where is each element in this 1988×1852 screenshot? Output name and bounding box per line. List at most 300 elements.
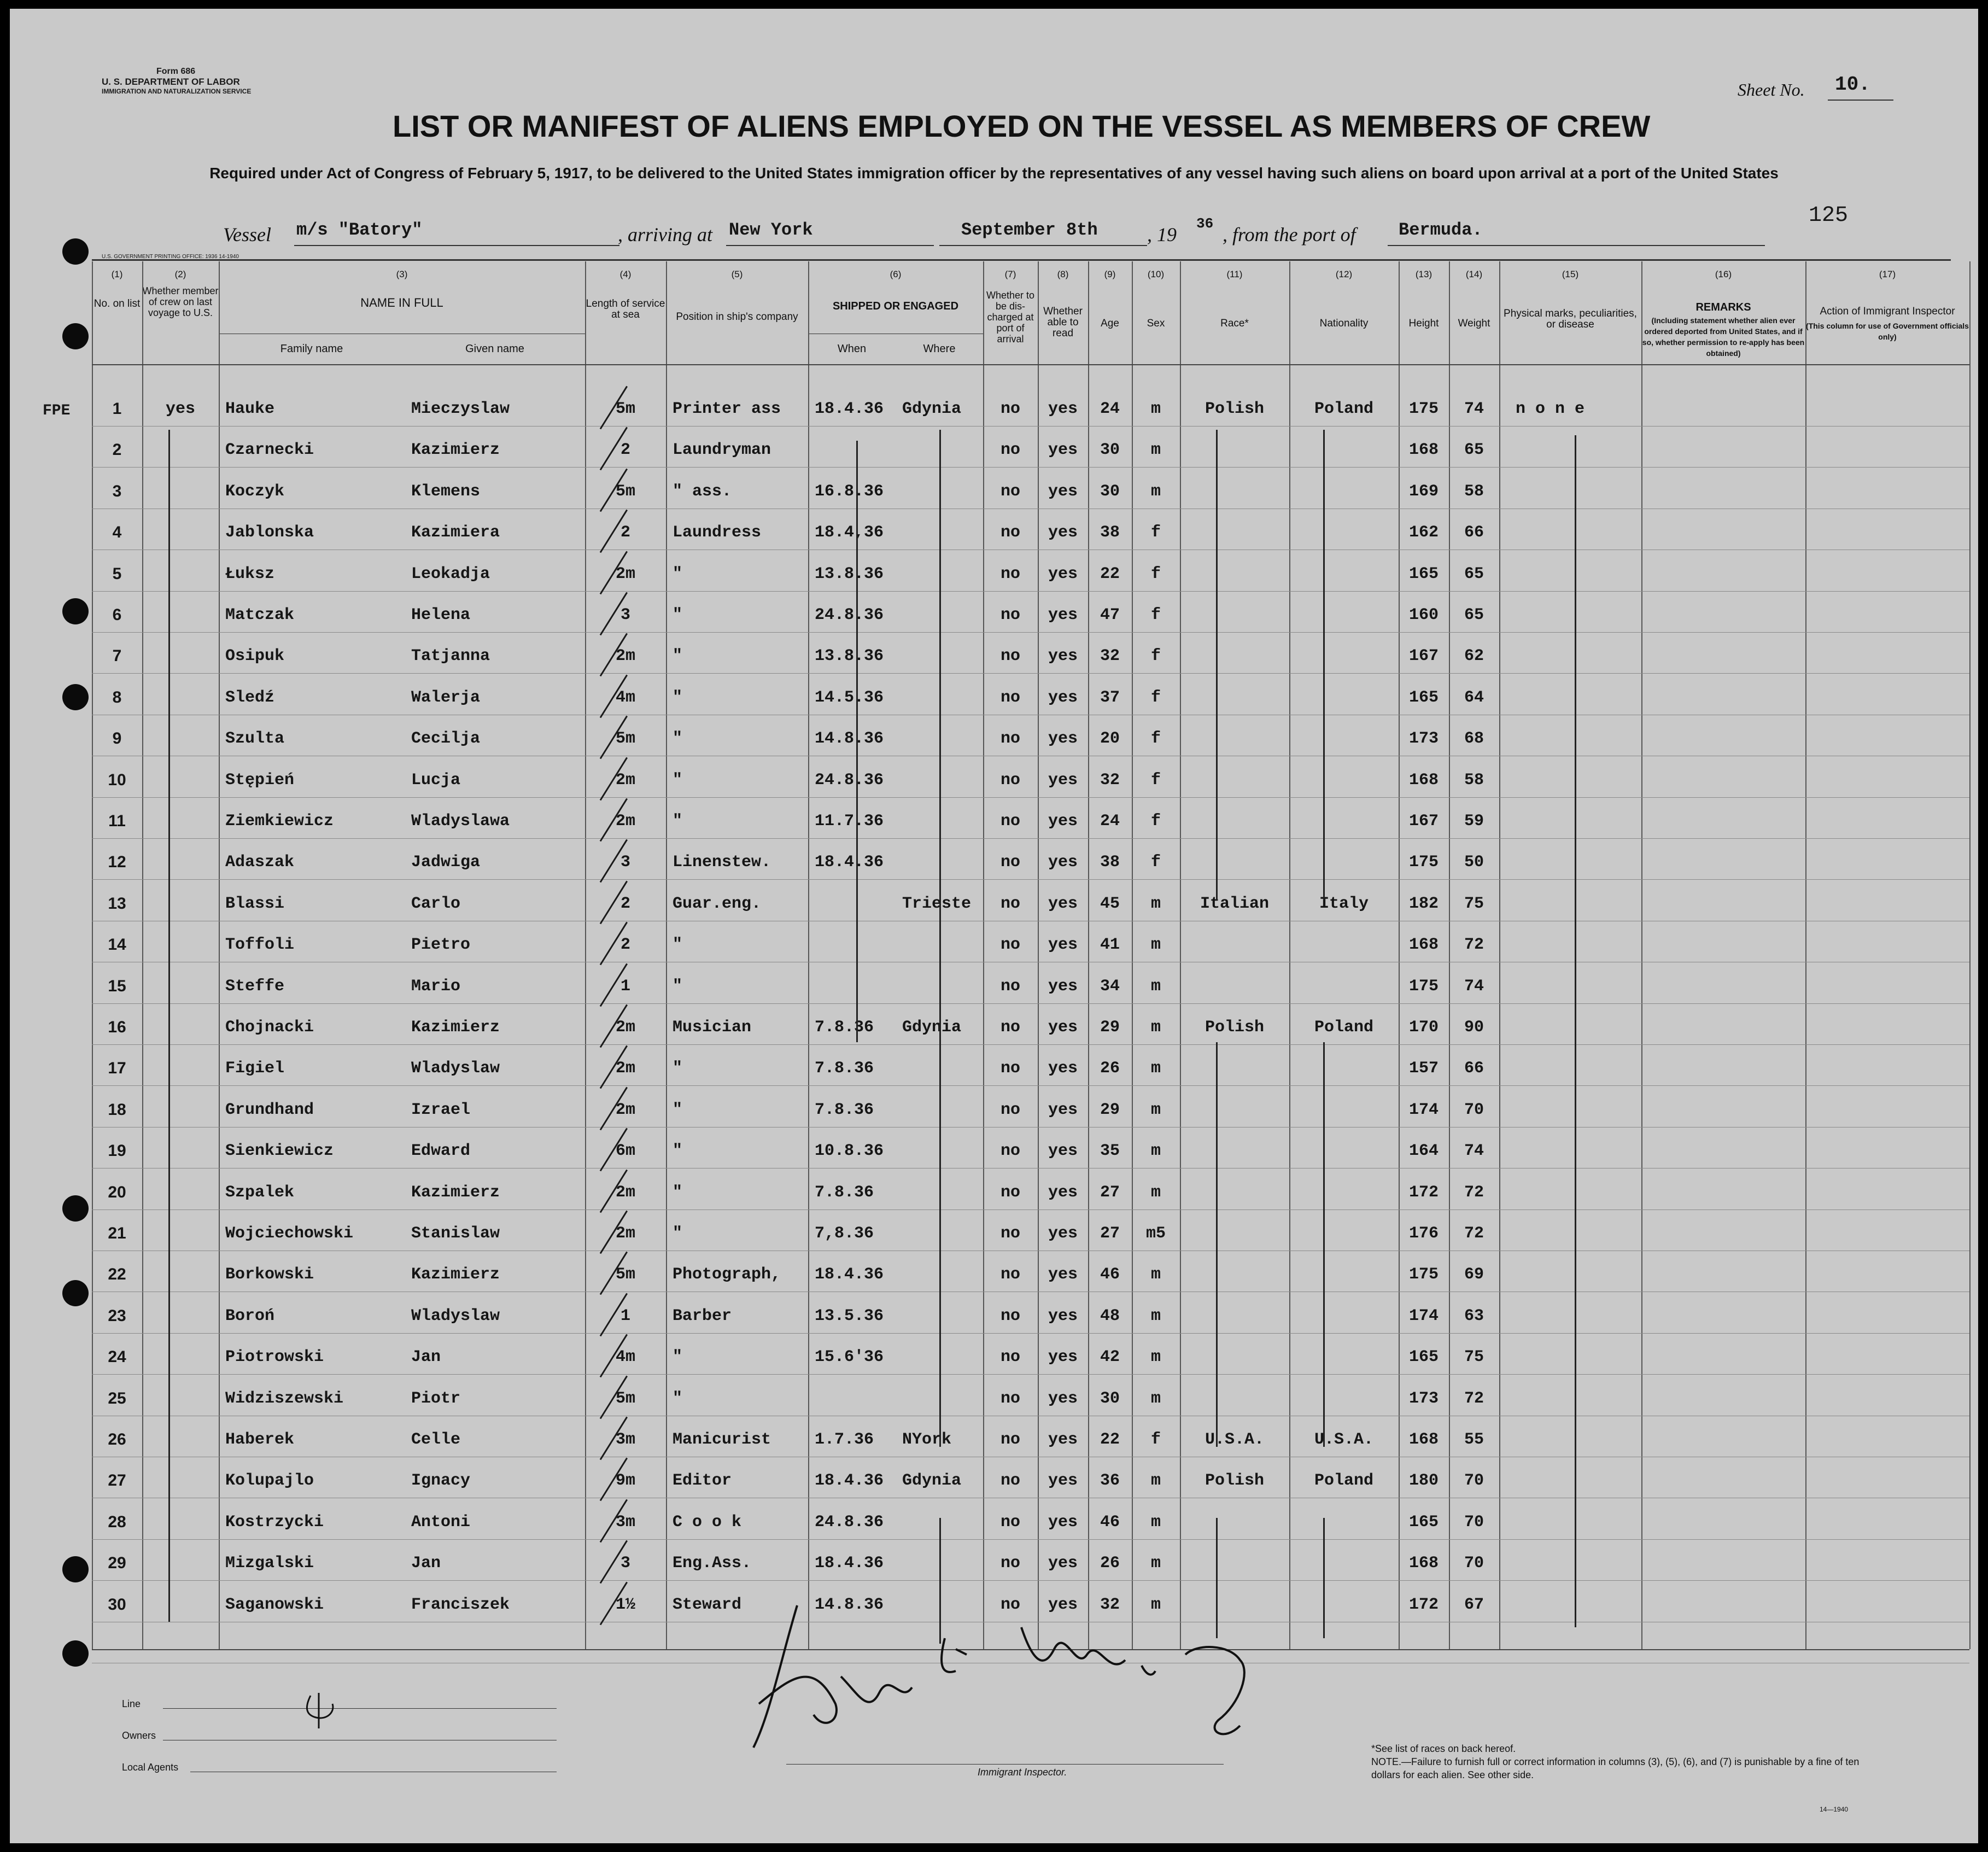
cell-no: 4 (112, 523, 122, 542)
cell-family: Mizgalski (225, 1554, 314, 1573)
cell-no: 10 (108, 770, 126, 789)
cell-family: Łuksz (225, 564, 275, 583)
cell-family: Szpalek (225, 1183, 295, 1202)
cell-weight: 74 (1464, 1142, 1484, 1161)
sheet-underline (1828, 100, 1893, 101)
cell-age: 37 (1100, 688, 1120, 707)
ditto-line (1323, 430, 1325, 900)
header-last-voyage: Whether member of crew on last voyage to U.S. (142, 285, 219, 318)
cell-no: 1 (112, 400, 122, 418)
page-number: 125 (1809, 203, 1849, 228)
cell-service: 4m (615, 1348, 635, 1367)
cell-height: 167 (1408, 647, 1439, 666)
cell-no: 20 (108, 1183, 126, 1201)
cell-no: 22 (108, 1265, 126, 1284)
header-sex: Sex (1147, 318, 1165, 329)
cell-given: Jan (411, 1554, 441, 1573)
cell-nat: U.S.A. (1314, 1430, 1374, 1449)
cell-position: " (673, 770, 683, 790)
cell-family: Chojnacki (225, 1018, 314, 1037)
cell-age: 34 (1100, 977, 1120, 996)
cell-read: yes (1048, 1142, 1078, 1161)
ditto-line (939, 430, 941, 1447)
cell-position: Photograph, (673, 1265, 781, 1284)
cell-position: " (673, 1059, 683, 1078)
cell-height: 173 (1408, 1389, 1439, 1408)
cell-family: Haberek (225, 1430, 295, 1449)
cell-sex: m (1150, 1142, 1161, 1161)
cell-given: Kazimierz (411, 1183, 500, 1202)
cell-weight: 70 (1464, 1512, 1484, 1532)
cell-age: 22 (1100, 564, 1120, 583)
cell-age: 32 (1100, 1595, 1120, 1614)
header-able-to-read: Whether able to read (1043, 306, 1083, 339)
cell-service: 2 (620, 894, 630, 913)
cell-no: 11 (108, 812, 126, 830)
vessel-label: Vessel (223, 224, 271, 246)
punch-hole (62, 598, 89, 624)
cell-service: 2m (615, 770, 635, 790)
cell-service: 5m (615, 482, 635, 501)
row-rule (92, 1374, 1969, 1375)
race-note: *See list of races on back hereof. (1371, 1743, 1516, 1754)
cell-family: Czarnecki (225, 441, 314, 460)
cell-no: 24 (108, 1348, 126, 1366)
cell-service: 1 (620, 977, 630, 996)
cell-age: 29 (1100, 1100, 1120, 1119)
cell-family: Koczyk (225, 482, 285, 501)
cell-age: 32 (1100, 647, 1120, 666)
cell-age: 30 (1100, 1389, 1120, 1408)
cell-height: 168 (1408, 770, 1439, 790)
cell-family: Figiel (225, 1059, 285, 1078)
column-number: (10) (1147, 269, 1165, 279)
cell-service: 4m (615, 688, 635, 707)
cell-height: 172 (1408, 1183, 1439, 1202)
cell-weight: 65 (1464, 564, 1484, 583)
row-rule (92, 467, 1969, 468)
cell-age: 26 (1100, 1554, 1120, 1573)
cell-service: 3m (615, 1430, 635, 1449)
cell-read: yes (1048, 1512, 1078, 1532)
cell-sex: m (1150, 1018, 1161, 1037)
row-rule (92, 1085, 1969, 1086)
cell-service: 2m (615, 564, 635, 583)
cell-weight: 70 (1464, 1554, 1484, 1573)
arrival-date: September 8th (961, 220, 1098, 240)
cell-service: 2m (615, 1018, 635, 1037)
owners-label: Owners (122, 1730, 156, 1741)
cell-sex: m (1150, 1471, 1161, 1491)
header-nationality: Nationality (1319, 318, 1369, 329)
cell-sex: m (1150, 1512, 1161, 1532)
column-rule (1969, 261, 1971, 1649)
cell-age: 26 (1100, 1059, 1120, 1078)
cell-nat: Italy (1319, 894, 1369, 913)
row-rule (92, 797, 1969, 798)
cell-age: 27 (1100, 1183, 1120, 1202)
cell-disch: no (1000, 1142, 1020, 1161)
cell-no: 8 (112, 688, 122, 706)
cell-read: yes (1048, 523, 1078, 542)
cell-sex: m5 (1145, 1224, 1166, 1243)
ditto-line (1575, 435, 1576, 1627)
cell-sex: m (1150, 977, 1161, 996)
cell-given: Mieczyslaw (411, 400, 510, 418)
cell-no: 12 (108, 853, 126, 872)
cell-age: 24 (1100, 400, 1120, 418)
header-length-service: Length of service at sea (586, 298, 665, 320)
cell-read: yes (1048, 647, 1078, 666)
cell-given: Wladyslaw (411, 1306, 500, 1325)
cell-given: Wladyslaw (411, 1059, 500, 1078)
cell-when: 13.8.36 (815, 564, 884, 583)
cell-service: 5m (615, 729, 635, 749)
cell-position: " (673, 936, 683, 955)
department: U. S. DEPARTMENT OF LABOR (102, 77, 240, 87)
cell-no: 17 (108, 1059, 126, 1078)
column-number: (5) (731, 269, 743, 279)
printing-office-line: U.S. GOVERNMENT PRINTING OFFICE: 1936 14-1940 (102, 254, 239, 260)
cell-service: 1½ (615, 1595, 635, 1614)
cell-service: 3m (615, 1512, 635, 1532)
cell-weight: 59 (1464, 812, 1484, 831)
cell-sex: f (1150, 647, 1161, 666)
cell-weight: 72 (1464, 936, 1484, 955)
cell-given: Piotr (411, 1389, 461, 1408)
cell-age: 47 (1100, 606, 1120, 624)
inspector-label: Immigrant Inspector. (978, 1767, 1067, 1778)
column-number: (17) (1879, 269, 1896, 279)
cell-disch: no (1000, 1554, 1020, 1573)
cell-read: yes (1048, 1183, 1078, 1202)
cell-given: Walerja (411, 688, 481, 707)
cell-disch: no (1000, 606, 1020, 624)
cell-given: Celle (411, 1430, 461, 1449)
column-number: (3) (396, 269, 408, 279)
from-port-label: , from the port of (1223, 224, 1356, 246)
cell-no: 29 (108, 1554, 126, 1573)
cell-read: yes (1048, 606, 1078, 624)
column-number: (8) (1057, 269, 1069, 279)
row-rule (92, 879, 1969, 880)
cell-sex: f (1150, 1430, 1161, 1449)
cell-weight: 75 (1464, 894, 1484, 913)
cell-no: 21 (108, 1224, 126, 1242)
cell-read: yes (1048, 853, 1078, 872)
cell-weight: 70 (1464, 1100, 1484, 1119)
cell-age: 27 (1100, 1224, 1120, 1243)
cell-sex: f (1150, 606, 1161, 624)
header-remarks: REMARKS (1695, 301, 1751, 313)
cell-read: yes (1048, 729, 1078, 749)
cell-height: 168 (1408, 1554, 1439, 1573)
cell-family: Hauke (225, 400, 275, 418)
cell-read: yes (1048, 894, 1078, 913)
cell-when: 18.4.36 (815, 853, 884, 872)
cell-disch: no (1000, 1471, 1020, 1491)
cell-position: Manicurist (673, 1430, 771, 1449)
cell-disch: no (1000, 1348, 1020, 1367)
cell-sex: m (1150, 1059, 1161, 1078)
column-rule (666, 261, 667, 1649)
punch-hole (62, 1640, 89, 1667)
cell-read: yes (1048, 482, 1078, 501)
cell-when: 7.8.36 (815, 1018, 874, 1037)
cell-position: " (673, 564, 683, 583)
cell-family: Jablonska (225, 523, 314, 542)
cell-service: 9m (615, 1471, 635, 1491)
cell-weight: 67 (1464, 1595, 1484, 1614)
cell-read: yes (1048, 1018, 1078, 1037)
cell-race: Polish (1205, 1018, 1265, 1037)
cell-when: 10.8.36 (815, 1142, 884, 1161)
cell-weight: 66 (1464, 1059, 1484, 1078)
cell-read: yes (1048, 1430, 1078, 1449)
cell-disch: no (1000, 523, 1020, 542)
cell-height: 168 (1408, 1430, 1439, 1449)
cell-where: Gdynia (902, 1471, 962, 1491)
cell-read: yes (1048, 1059, 1078, 1078)
cell-height: 164 (1408, 1142, 1439, 1161)
row-rule (92, 1580, 1969, 1581)
cell-no: 23 (108, 1306, 126, 1325)
cell-no: 9 (112, 729, 122, 748)
cell-disch: no (1000, 1389, 1020, 1408)
cell-family: Wojciechowski (225, 1224, 354, 1243)
cell-weight: 55 (1464, 1430, 1484, 1449)
cell-height: 182 (1408, 894, 1439, 913)
cell-given: Franciszek (411, 1595, 510, 1614)
cell-when: 13.8.36 (815, 647, 884, 666)
cell-position: " (673, 1389, 683, 1408)
cell-given: Lucja (411, 770, 461, 790)
cell-read: yes (1048, 1554, 1078, 1573)
cell-read: yes (1048, 400, 1078, 418)
cell-age: 48 (1100, 1306, 1120, 1325)
cell-disch: no (1000, 1059, 1020, 1078)
cell-when: 18.4.36 (815, 1554, 884, 1573)
cell-weight: 66 (1464, 523, 1484, 542)
ditto-line (1216, 1042, 1218, 1447)
cell-given: Jadwiga (411, 853, 481, 872)
cell-given: Carlo (411, 894, 461, 913)
cell-disch: no (1000, 1183, 1020, 1202)
cell-height: 175 (1408, 1265, 1439, 1284)
cell-read: yes (1048, 1224, 1078, 1243)
cell-given: Kazimierz (411, 441, 500, 460)
header-weight: Weight (1458, 318, 1490, 329)
cell-service: 2m (615, 647, 635, 666)
cell-family: Stępień (225, 770, 295, 790)
cell-position: " (673, 647, 683, 666)
cell-read: yes (1048, 1471, 1078, 1491)
cell-height: 175 (1408, 853, 1439, 872)
cell-service: 2m (615, 1224, 635, 1243)
cell-position: Eng.Ass. (673, 1554, 752, 1573)
ditto-line (168, 430, 170, 1622)
cell-disch: no (1000, 770, 1020, 790)
header-position: Position in ship's company (676, 311, 798, 323)
cell-disch: no (1000, 1430, 1020, 1449)
cell-weight: 74 (1464, 977, 1484, 996)
cell-given: Cecilja (411, 729, 481, 749)
penalty-note: NOTE.—Failure to furnish full or correct information in columns (3), (5), (6), and (7) is punishable by a fine of ten dollars for each alien. See other side. (1371, 1756, 1860, 1780)
cell-read: yes (1048, 770, 1078, 790)
cell-when: 14.5.36 (815, 688, 884, 707)
cell-weight: 65 (1464, 606, 1484, 624)
ditto-line (1216, 430, 1218, 900)
cell-height: 168 (1408, 441, 1439, 460)
cell-read: yes (1048, 441, 1078, 460)
cell-when: 7,8.36 (815, 1224, 874, 1243)
header-shipped-engaged: SHIPPED OR ENGAGED (832, 300, 959, 312)
cell-age: 46 (1100, 1265, 1120, 1284)
cell-when: 24.8.36 (815, 606, 884, 624)
cell-read: yes (1048, 1348, 1078, 1367)
cell-given: Jan (411, 1348, 441, 1367)
column-number: (14) (1465, 269, 1483, 279)
cell-height: 170 (1408, 1018, 1439, 1037)
row-rule (92, 1044, 1969, 1045)
cell-family: Steffe (225, 977, 285, 996)
cell-service: 5m (615, 400, 635, 418)
cell-weight: 68 (1464, 729, 1484, 749)
cell-sex: m (1150, 482, 1161, 501)
cell-sex: m (1150, 1306, 1161, 1325)
cell-position: " (673, 729, 683, 749)
cell-no: 3 (112, 482, 122, 500)
cell-disch: no (1000, 894, 1020, 913)
cell-service: 1 (620, 1306, 630, 1325)
page-title: LIST OR MANIFEST OF ALIENS EMPLOYED ON THE VESSEL AS MEMBERS OF CREW (393, 109, 1651, 143)
cell-no: 6 (112, 606, 122, 624)
cell-service: 3 (620, 1554, 630, 1573)
cell-given: Leokadja (411, 564, 490, 583)
cell-service: 2 (620, 523, 630, 542)
cell-family: Adaszak (225, 853, 295, 872)
cell-sex: f (1150, 523, 1161, 542)
cell-when: 14.8.36 (815, 1595, 884, 1614)
cell-position: Steward (673, 1595, 742, 1614)
punch-hole (62, 1195, 89, 1222)
cell-weight: 58 (1464, 482, 1484, 501)
cell-no: 27 (108, 1471, 126, 1490)
cell-given: Tatjanna (411, 647, 490, 666)
cell-given: Wladyslawa (411, 812, 510, 831)
cell-position: " ass. (673, 482, 732, 501)
manifest-sheet (10, 9, 1978, 1843)
cell-height: 169 (1408, 482, 1439, 501)
cell-sex: m (1150, 1183, 1161, 1202)
header-where: Where (923, 343, 956, 355)
cell-position: " (673, 1183, 683, 1202)
cell-family: Sledź (225, 688, 275, 707)
cell-sex: f (1150, 853, 1161, 872)
cell-read: yes (1048, 936, 1078, 955)
header-name-in-full: NAME IN FULL (360, 296, 443, 309)
cell-disch: no (1000, 853, 1020, 872)
local-agents-label: Local Agents (122, 1762, 179, 1773)
column-number: (12) (1335, 269, 1353, 279)
cell-disch: no (1000, 688, 1020, 707)
cell-height: 157 (1408, 1059, 1439, 1078)
cell-read: yes (1048, 688, 1078, 707)
column-number: (13) (1415, 269, 1432, 279)
cell-sex: m (1150, 1554, 1161, 1573)
cell-weight: 70 (1464, 1471, 1484, 1491)
cell-position: " (673, 1348, 683, 1367)
cell-age: 46 (1100, 1512, 1120, 1532)
cell-age: 30 (1100, 441, 1120, 460)
cell-position: " (673, 606, 683, 624)
cell-when: 18.4.36 (815, 1265, 884, 1284)
cell-service: 2 (620, 441, 630, 460)
header-age: Age (1101, 318, 1119, 329)
form-code: 14—1940 (1820, 1806, 1849, 1813)
arrival-year: 36 (1196, 215, 1214, 232)
handwritten-mark (294, 1690, 343, 1734)
cell-family: Toffoli (225, 936, 295, 955)
cell-when: 11.7.36 (815, 812, 884, 831)
column-number: (6) (890, 269, 902, 279)
cell-when: 16.8.36 (815, 482, 884, 501)
cell-weight: 58 (1464, 770, 1484, 790)
cell-family: Boroń (225, 1306, 275, 1325)
cell-sex: m (1150, 936, 1161, 955)
cell-weight: 50 (1464, 853, 1484, 872)
cell-when: 1.7.36 (815, 1430, 874, 1449)
cell-when: 18.4.36 (815, 400, 884, 418)
header-physical-marks: Physical marks, peculiarities, or disease (1504, 308, 1637, 330)
cell-position: " (673, 977, 683, 996)
cell-disch: no (1000, 564, 1020, 583)
cell-no: 26 (108, 1430, 126, 1448)
cell-sex: f (1150, 812, 1161, 831)
cell-weight: 90 (1464, 1018, 1484, 1037)
cell-read: yes (1048, 1389, 1078, 1408)
cell-height: 165 (1408, 1348, 1439, 1367)
row-rule (92, 1333, 1969, 1334)
column-number: (16) (1715, 269, 1732, 279)
cell-age: 45 (1100, 894, 1120, 913)
cell-sex: m (1150, 1595, 1161, 1614)
cell-no: 13 (108, 894, 126, 913)
header-given-name: Given name (465, 343, 524, 355)
cell-nat: Poland (1314, 1471, 1374, 1491)
cell-age: 30 (1100, 482, 1120, 501)
cell-read: yes (1048, 812, 1078, 831)
cell-disch: no (1000, 1224, 1020, 1243)
cell-position: " (673, 1224, 683, 1243)
cell-height: 180 (1408, 1471, 1439, 1491)
cell-position: Editor (673, 1471, 732, 1491)
cell-where: Gdynia (902, 400, 962, 418)
arriving-label: , arriving at (618, 224, 713, 246)
column-rule (1641, 261, 1642, 1649)
cell-sex: m (1150, 1389, 1161, 1408)
cell-family: Widziszewski (225, 1389, 344, 1408)
cell-no: 28 (108, 1512, 126, 1531)
cell-age: 20 (1100, 729, 1120, 749)
header-when: When (837, 343, 867, 355)
cell-when: 18.4,36 (815, 523, 884, 542)
inspector-signature (748, 1594, 1295, 1758)
cell-disch: no (1000, 1512, 1020, 1532)
cell-no: 7 (112, 647, 122, 665)
cell-given: Mario (411, 977, 461, 996)
header-height: Height (1408, 318, 1439, 329)
